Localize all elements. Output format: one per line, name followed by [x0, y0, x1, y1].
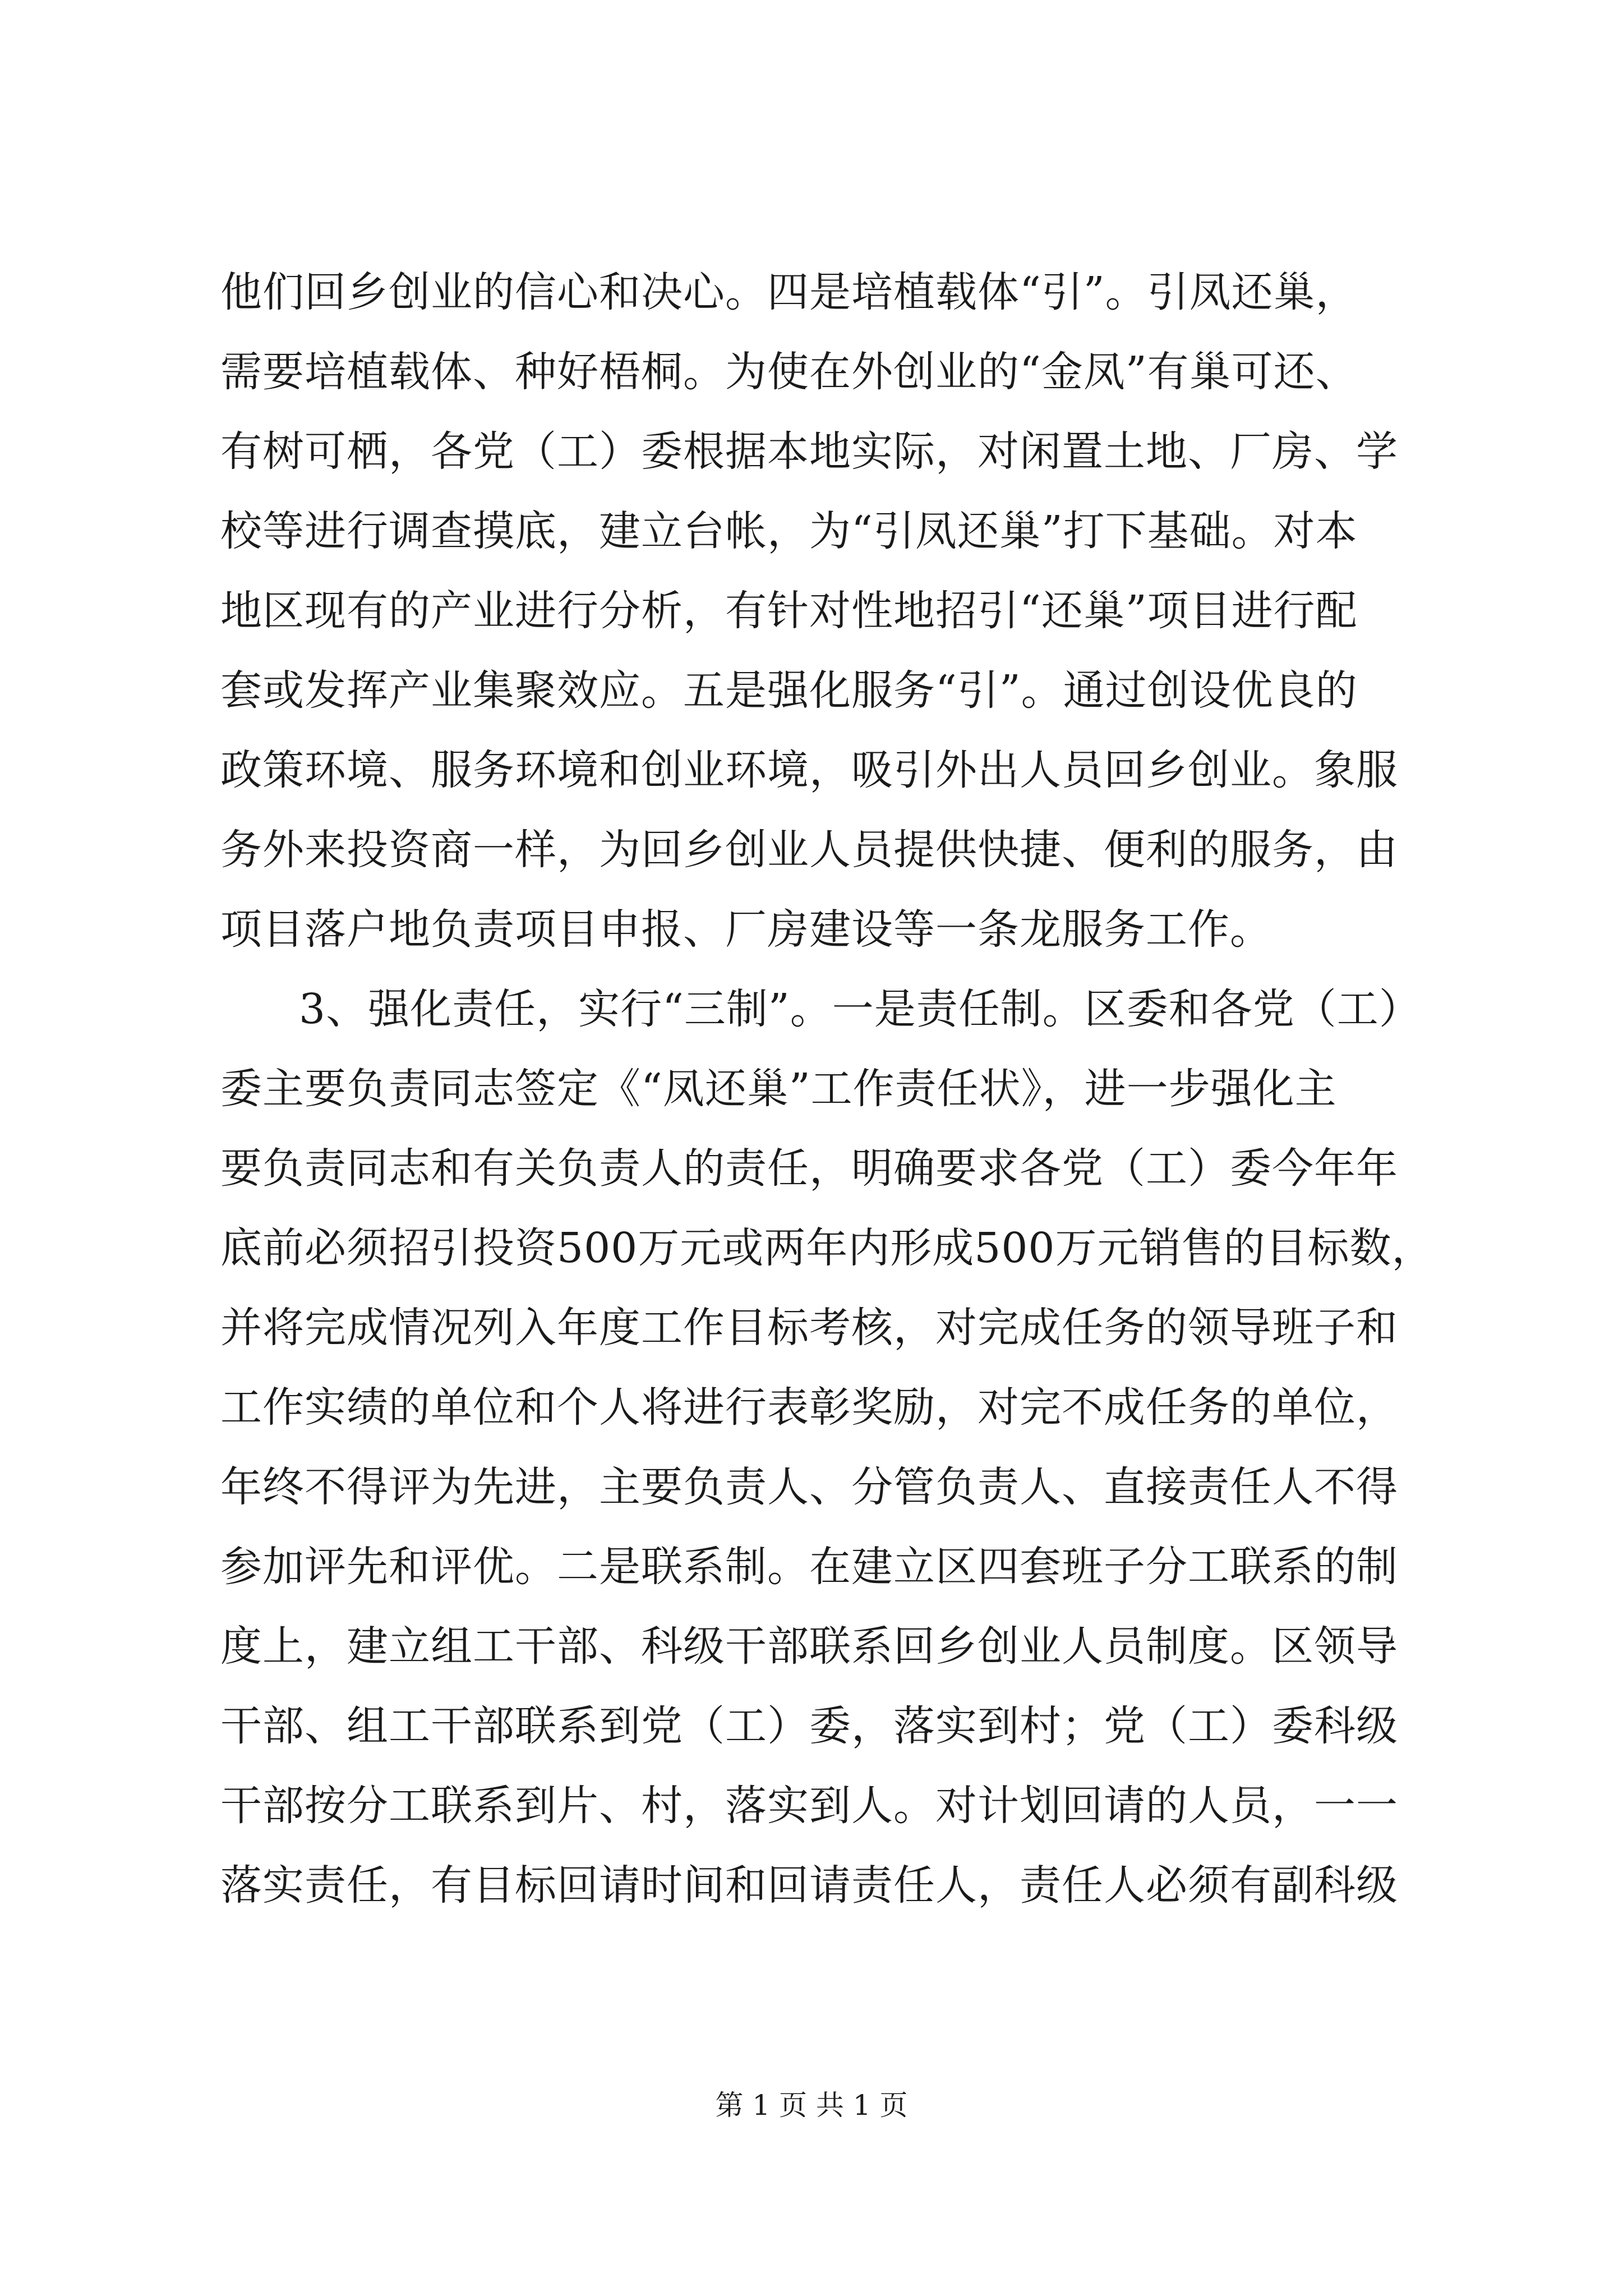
text-line: 并将完成情况列入年度工作目标考核，对完成任务的领导班子和 — [220, 1304, 1398, 1352]
text-line: 套或发挥产业集聚效应。五是强化服务“引”。通过创设优良的 — [220, 666, 1358, 715]
page-number-footer: 第 1 页 共 1 页 — [715, 2089, 908, 2122]
text-line: 要负责同志和有关负责人的责任，明确要求各党（工）委今年年 — [220, 1144, 1398, 1193]
text-line: 有树可栖，各党（工）委根据本地实际，对闲置土地、厂房、学 — [220, 427, 1398, 476]
text-line: 度上，建立组工干部、科级干部联系回乡创业人员制度。区领导 — [220, 1622, 1398, 1671]
text-line: 委主要负责同志签定《“凤还巢”工作责任状》，进一步强化主 — [220, 1065, 1337, 1113]
text-line: 落实责任，有目标回请时间和回请责任人，责任人必须有副科级 — [220, 1861, 1398, 1910]
text-line: 务外来投资商一样，为回乡创业人员提供快捷、便利的服务，由 — [220, 826, 1398, 874]
text-line: 干部按分工联系到片、村，落实到人。对计划回请的人员，一一 — [220, 1782, 1398, 1830]
paragraph-start-line: 3、强化责任，实行“三制”。一是责任制。区委和各党（工） — [299, 985, 1421, 1033]
text-line: 工作实绩的单位和个人将进行表彰奖励，对完不成任务的单位， — [220, 1383, 1398, 1432]
text-line: 干部、组工干部联系到党（工）委，落实到村；党（工）委科级 — [220, 1702, 1398, 1750]
text-line: 项目落户地负责项目申报、厂房建设等一条龙服务工作。 — [220, 905, 1272, 954]
text-line: 他们回乡创业的信心和决心。四是培植载体“引”。引凤还巢， — [220, 268, 1358, 316]
text-line: 底前必须招引投资500万元或两年内形成500万元销售的目标数， — [220, 1224, 1434, 1272]
text-line: 地区现有的产业进行分析，有针对性地招引“还巢”项目进行配 — [220, 587, 1358, 635]
text-line: 政策环境、服务环境和创业环境，吸引外出人员回乡创业。象服 — [220, 746, 1398, 794]
text-line: 需要培植载体、种好梧桐。为使在外创业的“金凤”有巢可还、 — [220, 348, 1358, 396]
text-line: 校等进行调查摸底，建立台帐，为“引凤还巢”打下基础。对本 — [220, 507, 1358, 555]
document-body — [220, 252, 1454, 1925]
text-line: 年终不得评为先进，主要负责人、分管负责人、直接责任人不得 — [220, 1463, 1398, 1511]
text-line: 参加评先和评优。二是联系制。在建立区四套班子分工联系的制 — [220, 1543, 1398, 1591]
